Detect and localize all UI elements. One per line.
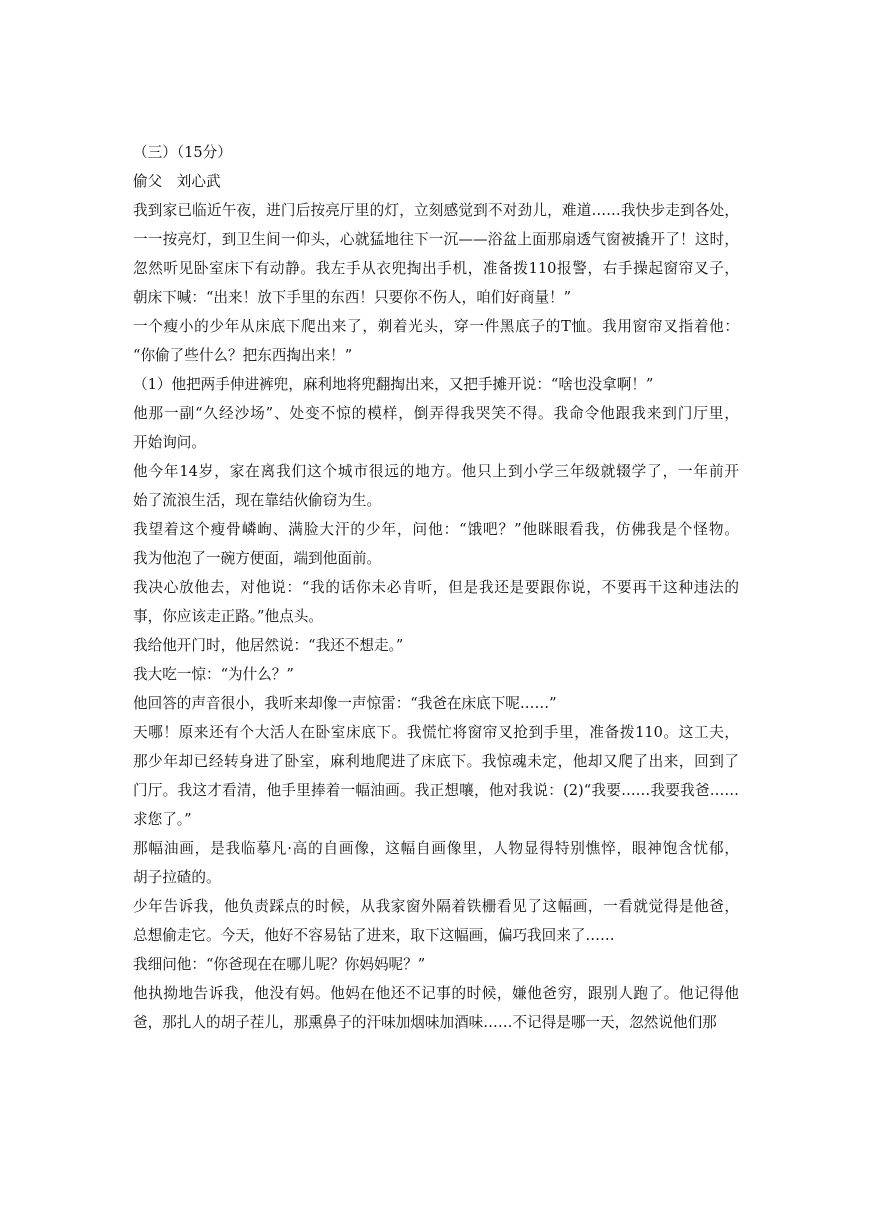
paragraph [133, 892, 739, 950]
paragraph [133, 312, 739, 370]
text-line: 那幅油画，是我临摹凡·高的自画像，这幅自画像里，人物显得特别憔悴，眼神饱含忧郁， [133, 840, 739, 857]
text-line: 求您了。” [133, 811, 192, 828]
paragraph [133, 979, 739, 1037]
text-line: 开始询问。 [133, 434, 206, 451]
paragraph [133, 660, 739, 689]
section-header: （三）（15分） [133, 144, 232, 161]
text-line: 总想偷走它。今天，他好不容易钻了进来，取下这幅画，偏巧我回来了…… [133, 927, 615, 944]
text-line: （1）他把两手伸进裤兜，麻利地将兜翻掏出来，又把手摊开说：“啥也没拿啊！” [133, 376, 654, 393]
paragraph [133, 370, 739, 399]
paragraph [133, 834, 739, 892]
text-line: 那少年却已经转身进了卧室，麻利地爬进了床底下。我惊魂未定，他却又爬了出来，回到了 [133, 753, 739, 770]
paragraph [133, 573, 739, 631]
text-line: 我望着这个瘦骨嶙峋、满脸大汗的少年，问他：“饿吧？”他眯眼看我，仿佛我是个怪物。 [133, 521, 739, 538]
paragraph [133, 718, 739, 834]
paragraph [133, 515, 739, 573]
text-line: 我为他泡了一碗方便面，端到他面前。 [133, 550, 382, 567]
text-line: 始了流浪生活，现在靠结伙偷窃为生。 [133, 492, 382, 509]
text-line: 他执拗地告诉我，他没有妈。他妈在他还不记事的时候，嫌他爸穷，跟别人跑了。他记得他 [133, 985, 739, 1002]
paragraph [133, 631, 739, 660]
text-line: 胡子拉碴的。 [133, 869, 221, 886]
paragraph [133, 399, 739, 457]
story-paragraphs [133, 196, 739, 1037]
text-line: 爸，那扎人的胡子茬儿，那熏鼻子的汗味加烟味加酒味……不记得是哪一天，忽然说他们那 [133, 1014, 717, 1031]
text-line: 我决心放他去，对他说：“我的话你未必肯听，但是我还是要跟你说，不要再干这种违法的 [133, 579, 739, 596]
text-line: 我到家已临近午夜，进门后按亮厅里的灯，立刻感觉到不对劲儿，难道……我快步走到各处， [133, 202, 739, 219]
text-line: 我给他开门时，他居然说：“我还不想走。” [133, 637, 404, 654]
text-line: “你偷了些什么？把东西掏出来！” [133, 347, 353, 364]
text-line: 他今年14岁，家在离我们这个城市很远的地方。他只上到小学三年级就辍学了，一年前开 [133, 463, 739, 480]
text-line: 一个瘦小的少年从床底下爬出来了，剃着光头，穿一件黑底子的T恤。我用窗帘叉指着他： [133, 318, 739, 335]
story-title-author: 偷父 刘心武 [133, 173, 221, 190]
text-line: 他回答的声音很小，我听来却像一声惊雷：“我爸在床底下呢……” [133, 695, 557, 712]
text-line: 少年告诉我，他负责踩点的时候，从我家窗外隔着铁栅看见了这幅画，一看就觉得是他爸， [133, 898, 739, 915]
text-line: 他那一副“久经沙场”、处变不惊的模样，倒弄得我哭笑不得。我命令他跟我来到门厅里， [133, 405, 739, 422]
paragraph [133, 457, 739, 515]
text-line: 天哪！原来还有个大活人在卧室床底下。我慌忙将窗帘叉抢到手里，准备拨110。这工夫， [133, 724, 739, 741]
text-line: 事，你应该走正路。”他点头。 [133, 608, 323, 625]
document-body [133, 138, 739, 1037]
text-line: 我细问他：“你爸现在在哪儿呢？你妈妈呢？” [133, 956, 426, 973]
text-line: 我大吃一惊：“为什么？” [133, 666, 294, 683]
text-line: 门厅。我这才看清，他手里捧着一幅油画。我正想嚷，他对我说：(2)“我要……我要我爸…… [133, 782, 739, 799]
paragraph [133, 196, 739, 312]
paragraph [133, 950, 739, 979]
text-line: 朝床下喊：“出来！放下手里的东西！只要你不伤人，咱们好商量！” [133, 289, 572, 306]
text-line: 一一按亮灯，到卫生间一仰头，心就猛地往下一沉——浴盆上面那扇透气窗被撬开了！这时， [133, 231, 739, 248]
text-line: 忽然听见卧室床下有动静。我左手从衣兜掏出手机，准备拨110报警，右手操起窗帘叉子， [133, 260, 739, 277]
paragraph [133, 689, 739, 718]
